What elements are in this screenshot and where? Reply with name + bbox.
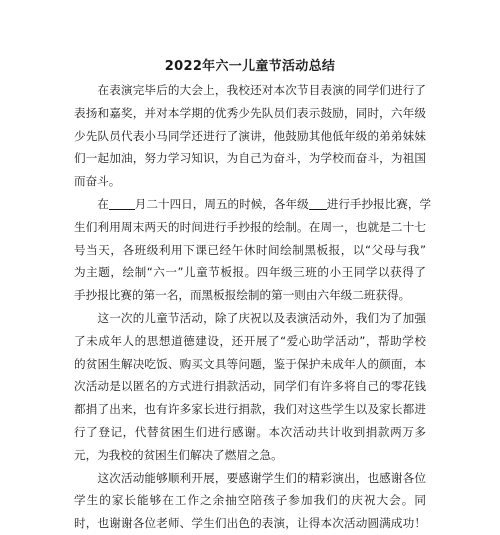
text-line: 生们利用周末两天的时间进行手抄报的绘制。在周一，也就是二十七	[74, 219, 426, 234]
paragraph-2	[74, 193, 432, 307]
text-line: 的贫困生解决吃饭、购买文具等问题，鉴于保护未成年人的颜面，本	[74, 356, 426, 371]
text-line: 少先队员代表小马同学还进行了演讲，他鼓励其他低年级的弟弟妹妹	[74, 128, 426, 143]
text-line-with-blanks	[74, 193, 432, 216]
text-line: 表扬和嘉奖，并对本学期的优秀少先队员们表示鼓励，同时，六年级	[74, 105, 426, 120]
text-line: 时，也谢谢各位老师、学生们出色的表演，让得本次活动圆满成功！	[74, 516, 426, 531]
text-line: 次活动是以匿名的方式进行捐款活动，同学们有许多将自己的零花钱	[74, 379, 426, 394]
text-line: 这一次的儿童节活动，除了庆祝以及表演活动外，我们为了加强	[74, 310, 426, 325]
blank-underline	[309, 197, 327, 210]
text-line: 了未成年人的思想道德建设，还开展了“爱心助学活动”，帮助学校	[74, 333, 426, 348]
text-line: 为主题，绘制“六一”儿童节板报。四年级三班的小王同学以获得了	[74, 265, 426, 280]
paragraph-4	[74, 467, 426, 535]
paragraph-3	[74, 307, 426, 467]
text-line: 学生的家长能够在工作之余抽空陪孩子参加我们的庆祝大会。同	[74, 493, 426, 508]
text-line: 而奋斗。	[74, 174, 121, 189]
text-line: 在表演完毕后的大会上，我校还对本次节目表演的同学们进行了	[74, 83, 426, 97]
text-line: 都捐了出来，也有许多家长进行捐款，我们对这些学生以及家长都进	[74, 402, 426, 417]
blank-underline	[109, 197, 135, 210]
text-line: 行了登记，代替贫困生们进行感谢。本次活动共计收到捐款两万多	[74, 424, 426, 439]
text-fragment: 在	[74, 196, 109, 211]
text-fragment: 月二十四日，周五的时候，各年级	[134, 196, 309, 211]
text-line: 手抄报比赛的第一名，而黑板报绘制的第一则由六年级二班获得。	[74, 288, 411, 303]
text-line: 们一起加油，努力学习知识，为自己为奋斗，为学校而奋斗，为祖国	[74, 151, 426, 166]
paragraph-1	[74, 79, 426, 193]
text-line: 号当天，各班级利用下课已经午休时间绘制黑板报，以“父母与我”	[74, 242, 426, 257]
text-fragment: 进行手抄报比赛，学	[326, 196, 432, 211]
text-line: 元，为我校的贫困生们解决了燃眉之急。	[74, 447, 283, 462]
document-title: 2022年六一儿童节活动总结	[164, 59, 336, 74]
text-line: 这次活动能够顺利开展，要感谢学生们的精彩演出，也感谢各位	[74, 470, 426, 485]
document-body	[74, 79, 432, 535]
